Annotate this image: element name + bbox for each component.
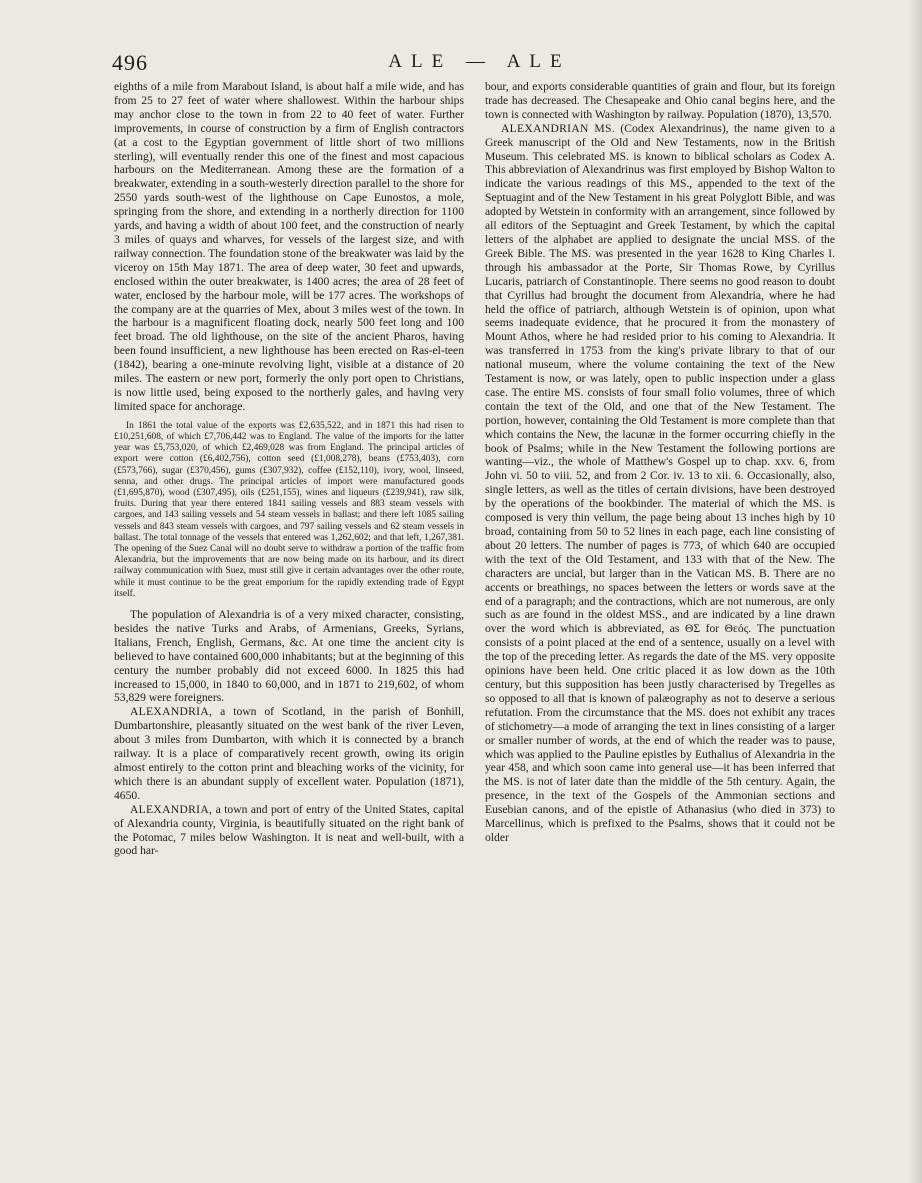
entry-body: a town of Scotland, in the parish of Bonhill, Dumbartonshire, pleasantly situated on the west bank of the river Leven, about 3 miles from Dumbarton, with which it is connected by a branch railway. It is a place of comparatively recent growth, owing its origin almost entirely to the cotton print and bleaching works of the vicinity, for which there is an abundant supply of excellent water. Population (1871), 4650. (114, 705, 464, 802)
page-number: 496 (112, 50, 148, 75)
running-head: ALE — ALE (388, 51, 571, 72)
paragraph-population: The population of Alexandria is of a very mixed character, consisting, besides the native Turks and Arabs, of Armenians, Greeks, Syrians, Italians, French, English, Germans, &c. At one time the ancient city is believed to have contained 600,000 inhabitants; but at the beginning of this century the number probably did not exceed 6000. In 1825 this had increased to 15,000, in 1840 to 60,000, and in 1871 to 219,602, of whom 53,829 were foreigners. (114, 608, 464, 705)
entry-alexandria-virginia (114, 803, 464, 859)
paragraph-virginia-continued: bour, and exports considerable quantities of grain and flour, but its foreign trade has decreased. The Chesapeake and Ohio canal begins here, and the town is connected with Washington by railway. Population (1870), 13,570. (485, 80, 835, 121)
entry-alexandrian-ms (485, 122, 835, 845)
entry-body: a town and port of entry of the United States, capital of Alexandria county, Virginia, is beautifully situated on the right bank of the Potomac, 7 miles below Washington. It is neat and well-built, with a good har- (114, 802, 464, 858)
entry-headword: ALEXANDRIA, (130, 705, 213, 719)
paragraph-trade-statistics: In 1861 the total value of the exports was £2,635,522, and in 1871 this had risen to £10,251,608, of which £7,706,442 was to England. The value of the imports for the latter year was £5,753,020, of which £2,469,028 was from England. The principal articles of export were cotton (£6,402,756), cotton seed (£1,008,278), beans (£753,403), corn (£573,766), sugar (£370,456), gums (£307,932), coffee (£152,110), ivory, wool, linseed, senna, and other drugs. The principal articles of import were manufactured goods (£1,695,870), wood (£307,495), oils (£251,155), wines and liqueurs (£239,941), raw silk, fruits. During that year there entered 1841 sailing vessels and 883 steam vessels with cargoes, and 143 sailing vessels and 54 steam vessels in ballast; and there left 1085 sailing vessels and 843 steam vessels with cargoes, and 797 sailing vessels and 62 steam vessels in ballast. The total tonnage of the vessels that entered was 1,262,602; and that left, 1,267,381. The opening of the Suez Canal will no doubt serve to withdraw a portion of the traffic from Alexandria, but the improvements that are now being made on its harbour, and its direct railway communication with Suez, must still give it certain advantages over the other route, while it must continue to be the great emporium for the rapidly extending trade of Egypt itself. (114, 420, 464, 599)
paragraph-harbour: eighths of a mile from Marabout Island, is about half a mile wide, and has from 25 to 27 feet of water where shallowest. Within the harbour ships may anchor close to the town in from 22 to 40 feet of water. Further improvements, in course of construction by a firm of English contractors (at a cost to the Egyptian government of little short of two millions sterling), will eventually render this one of the finest and most capacious harbours on the Mediterranean. Among these are the formation of a breakwater, extending in a south-westerly direction parallel to the shore for 2550 yards south-west of the lighthouse on Cape Eunostos, a mole, springing from the shore, and extending in a northerly direction for 1100 yards, and having a width of about 100 feet, and the construction of nearly 3 miles of quays and wharves, for vessels of the largest size, and with railway connection. The foundation stone of the breakwater was laid by the viceroy on 15th May 1871. The area of deep water, 30 feet and upwards, enclosed within the outer breakwater, is 1400 acres; the area of 28 feet of water, enclosed by the harbour mole, will be 177 acres. The workshops of the company are at the quarries of Mex, about 3 miles west of the town. In the harbour is a magnificent floating dock, nearly 500 feet long and 100 feet broad. The old lighthouse, on the site of the ancient Pharos, having been found insufficient, a new lighthouse has been erected on Ras-el-teen (1842), bearing a one-minute revolving light, visible at a distance of 20 miles. The eastern or new port, formerly the only port open to Christians, is now little used, being exposed to the northerly gales, and having very limited space for anchorage. (114, 80, 464, 413)
entry-headword: ALEXANDRIAN MS. (501, 121, 615, 135)
page-edge-shadow (908, 0, 922, 1183)
entry-alexandria-scotland (114, 705, 464, 802)
right-column (485, 80, 835, 1170)
entry-body: (Codex Alexandrinus), the name given to a Greek manuscript of the Old and New Testaments, now in the British Museum. This celebrated MS. is known to biblical scholars as Codex A. This abbreviation of Alexandrinus was first employed by Bishop Walton to indicate the various readings of this MS., appended to the text of the Septuagint and of the New Testament in his great Polyglott Bible, and was adopted by Wetstein in conformity with an arrangement, since followed by all editors of the Septuagint and Greek Testament, by which the capital letters of the alphabet are applied to designate the uncial MSS. of the Greek Bible. The MS. was presented in the year 1628 to King Charles I. through his ambassador at the Porte, Sir Thomas Rowe, by Cyrillus Lucaris, patriarch of Constantinople. There seems no good reason to doubt that Cyrillus had brought the document from Alexandria, where he had held the office of patriarch, although Wetstein is of opinion, upon what seems inadequate evidence, that he procured it from the monastery of Mount Athos, where he had resided prior to his coming to Alexandria. It was transferred in 1753 from the king's private library to that of our national museum, where the volume containing the text of the New Testament is now, or was lately, open to public inspection under a glass case. The entire MS. consists of four small folio volumes, three of which contain the text of the Old, and one that of the New Testament. The portion, however, containing the Old Testament is more complete than that which contains the New, the lacunæ in the former occurring chiefly in the book of Psalms; while in the New Testament the following portions are wanting—viz., the whole of Matthew's Gospel up to chap. xxv. 6, from John vi. 50 to viii. 52, and from 2 Cor. iv. 13 to xii. 6. Occasionally, also, single letters, as well as the titles of certain divisions, have been destroyed by the operations of the bookbinder. The material of which the MS. is composed is very thin vellum, the page being about 13 inches high by 10 broad, containing from 50 to 52 lines in each page, each line consisting of about 20 letters. The number of pages is 773, of which 640 are occupied with the text of the Old Testament, and 133 with that of the New. The characters are uncial, but larger than in the Vatican MS. B. There are no accents or breathings, no spaces between the letters or words save at the end of a paragraph; and the contractions, which are not numerous, are only such as are found in the oldest MSS., and are indicated by a line drawn over the word which is abbreviated, as ΘΣ for Θεός. The punctuation consists of a point placed at the end of a sentence, usually on a level with the top of the preceding letter. As regards the date of the MS. very opposite opinions have been held. One critic placed it as low down as the 10th century, but this supposition has been justly characterised by Tregelles as so opposed to all that is known of palæography as not to deserve a serious refutation. From the circumstance that the MS. does not exhibit any traces of stichometry—a mode of arranging the text in lines consisting of a larger or smaller number of words, at the end of which the reader was to pause, which was applied to the Pauline epistles by Euthalius of Alexandria in the year 458, and which soon came into general use—it has been inferred that the MS. is not of later date than the middle of the 5th century. Again, the presence, in the text of the Gospels of the Ammonian sections and Eusebian canons, and of the epistle of Athanasius (who died in 373) to Marcellinus, which is prefixed to the Psalms, shows that it could not be older (485, 121, 835, 844)
entry-headword: ALEXANDRIA, (130, 802, 213, 816)
left-column (114, 80, 464, 1170)
